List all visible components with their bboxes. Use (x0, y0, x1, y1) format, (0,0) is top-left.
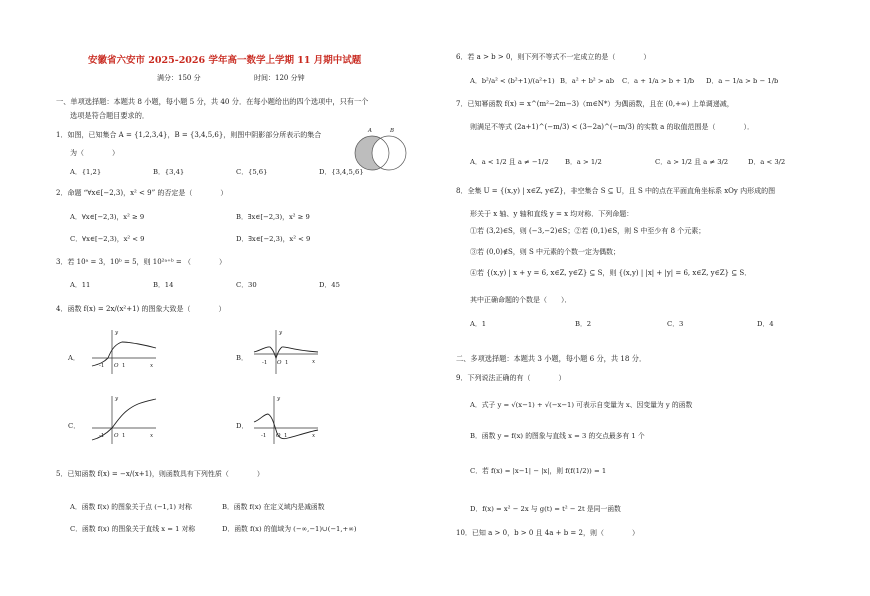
q6-option-a: A．b²/a² < (b²+1)/(a²+1) (470, 77, 555, 85)
question-1-line1: 1．如图，已知集合 A = {1,2,3,4}，B = {3,4,5,6}，则图中阴影部分所表示的集合 (56, 131, 322, 139)
svg-text:-1: -1 (262, 360, 268, 366)
question-7-line1: 7．已知幂函数 f(x) = x^(m²−2m−3)（m∈N*）为偶函数，且在 (0,+∞) 上单调递减， (456, 100, 734, 108)
page-title: 安徽省六安市 2025-2026 学年高一数学上学期 11 月期中试题 (88, 55, 362, 66)
section1-heading-line1: 一、单项选择题：本题共 8 小题，每小题 5 分，共 40 分．在每小题给出的四个选项中，只有一个 (56, 97, 369, 106)
graph-d (252, 394, 322, 446)
q5-option-a: A．函数 f(x) 的图象关于点 (−1,1) 对称 (70, 503, 192, 511)
q3-option-d: D．45 (319, 281, 340, 289)
svg-text:O: O (114, 363, 119, 369)
q7-option-b: B．a > 1/2 (565, 158, 602, 166)
svg-text:1: 1 (284, 433, 288, 439)
q8-option-c: C．3 (667, 320, 684, 328)
question-6: 6．若 a > b > 0，则下列不等式不一定成立的是（ ） (456, 53, 651, 61)
svg-text:-1: -1 (261, 433, 267, 439)
q5-option-b: B．函数 f(x) 在定义域内是减函数 (222, 503, 325, 511)
venn-label-b: B (390, 128, 395, 134)
q7-option-d: D．a < 3/2 (748, 158, 786, 166)
svg-text:x: x (150, 433, 154, 439)
graph-c (90, 394, 160, 446)
q1-option-d: D．{3,4,5,6} (319, 168, 364, 176)
venn-label-a: A (368, 128, 372, 134)
question-8-line1: 8．全集 U = {(x,y) | x∈Z, y∈Z}，非空集合 S ⊆ U，且 S 中的点在平面直角坐标系 xOy 内形成的图 (456, 187, 776, 195)
svg-text:x: x (312, 433, 316, 439)
q5-option-c: C．函数 f(x) 的图象关于直线 x = 1 对称 (70, 525, 196, 533)
svg-text:y: y (115, 330, 119, 336)
q7-option-c: C．a > 1/2 且 a ≠ 3/2 (655, 158, 729, 166)
q8-option-d: D．4 (757, 320, 774, 328)
svg-text:1: 1 (122, 363, 126, 369)
q7-option-a: A．a < 1/2 且 a ≠ −1/2 (470, 158, 549, 166)
q1-option-b: B．{3,4} (153, 168, 185, 176)
svg-text:O: O (277, 360, 282, 366)
svg-text:O: O (114, 433, 119, 439)
q8-option-b: B．2 (575, 320, 592, 328)
graph-d-letter: D． (236, 422, 249, 430)
question-5: 5．已知函数 f(x) = −x/(x+1)，则函数具有下列性质（ ） (56, 470, 264, 478)
svg-text:-1: -1 (99, 433, 105, 439)
q1-option-c: C．{5,6} (236, 168, 268, 176)
q9-option-a: A．式子 y = √(x−1) + √(−x−1) 可表示自变量为 x、因变量为 y 的函数 (470, 401, 693, 409)
svg-text:y: y (277, 396, 281, 402)
graph-b (252, 328, 322, 378)
graph-b-letter: B． (236, 354, 248, 362)
q2-option-c: C．∀x∈[−2,3)，x² < 9 (70, 235, 145, 243)
question-10: 10．已知 a > 0，b > 0 且 4a + b = 2，则（ ） (456, 529, 639, 537)
q2-option-d: D．∃x∈[−2,3)，x² < 9 (236, 235, 311, 243)
question-1-line2: 为（ ） (70, 149, 119, 157)
q3-option-a: A．11 (70, 281, 91, 289)
q9-option-d: D．f(x) = x² − 2x 与 g(t) = t² − 2t 是同一函数 (470, 505, 621, 513)
q9-option-b: B．函数 y = f(x) 的图象与直线 x = 3 的交点最多有 1 个 (470, 432, 645, 440)
q8-ask: 其中正确命题的个数是（ ）． (470, 296, 572, 304)
q6-option-b: B．a² + b² > ab (560, 77, 615, 85)
question-8-line2: 形关于 x 轴、y 轴和直线 y = x 均对称．下列命题： (470, 210, 634, 218)
q6-option-d: D．a − 1/a > b − 1/b (706, 77, 779, 85)
graph-c-letter: C． (68, 422, 80, 430)
svg-text:x: x (150, 363, 154, 369)
svg-text:1: 1 (285, 360, 289, 366)
svg-text:y: y (279, 330, 283, 336)
question-2: 2．命题 “∀x∈[−2,3)，x² < 9” 的否定是（ ） (56, 189, 228, 197)
question-9: 9．下列说法正确的有（ ） (456, 374, 566, 382)
graph-a (90, 328, 160, 378)
svg-text:y: y (115, 396, 119, 402)
section1-heading-line2: 选项是符合题目要求的． (70, 111, 150, 120)
q8-proposition-3: ③若 (0,0)∉S，则 S 中元素的个数一定为偶数； (470, 248, 621, 256)
q6-option-c: C．a + 1/a > b + 1/b (622, 77, 695, 85)
q5-option-d: D．函数 f(x) 的值域为 (−∞,−1)∪(−1,+∞) (222, 525, 357, 533)
q3-option-c: C．30 (236, 281, 257, 289)
exam-time: 时间：120 分钟 (254, 74, 305, 82)
svg-text:x: x (312, 359, 316, 365)
q1-option-a: A．{1,2} (70, 168, 102, 176)
q8-option-a: A．1 (470, 320, 487, 328)
question-7-line2: 则满足不等式 (2a+1)^(−m/3) < (3−2a)^(−m/3) 的实数 a 的取值范围是（ ）． (470, 123, 754, 131)
svg-text:1: 1 (122, 433, 126, 439)
question-3: 3．若 10ᵃ = 3，10ᵇ = 5，则 10²ᵃ⁺ᵇ = （ ） (56, 258, 226, 266)
graph-a-letter: A． (68, 354, 80, 362)
q8-proposition-1-2: ①若 (3,2)∈S，则 (−3,−2)∈S；②若 (0,1)∈S，则 S 中至少有 8 个元素； (470, 227, 706, 235)
q8-proposition-4: ④若 {(x,y) | x + y = 6, x∈Z, y∈Z} ⊆ S，则 {(x,y) | |x| + |y| = 6, x∈Z, y∈Z} ⊆ S． (470, 269, 752, 277)
q2-option-b: B．∃x∈[−2,3)，x² ≥ 9 (236, 213, 310, 221)
full-score: 满分：150 分 (157, 74, 201, 82)
svg-text:-1: -1 (99, 363, 105, 369)
question-4: 4．函数 f(x) = 2x/(x²+1) 的图象大致是（ ） (56, 305, 226, 313)
q9-option-c: C．若 f(x) = |x−1| − |x|，则 f(f(1/2)) = 1 (470, 467, 607, 475)
svg-text:O: O (276, 433, 281, 439)
q3-option-b: B．14 (153, 281, 174, 289)
q2-option-a: A．∀x∈[−2,3)，x² ≥ 9 (70, 213, 145, 221)
section2-heading: 二、多项选择题：本题共 3 小题，每小题 6 分，共 18 分． (456, 354, 647, 363)
